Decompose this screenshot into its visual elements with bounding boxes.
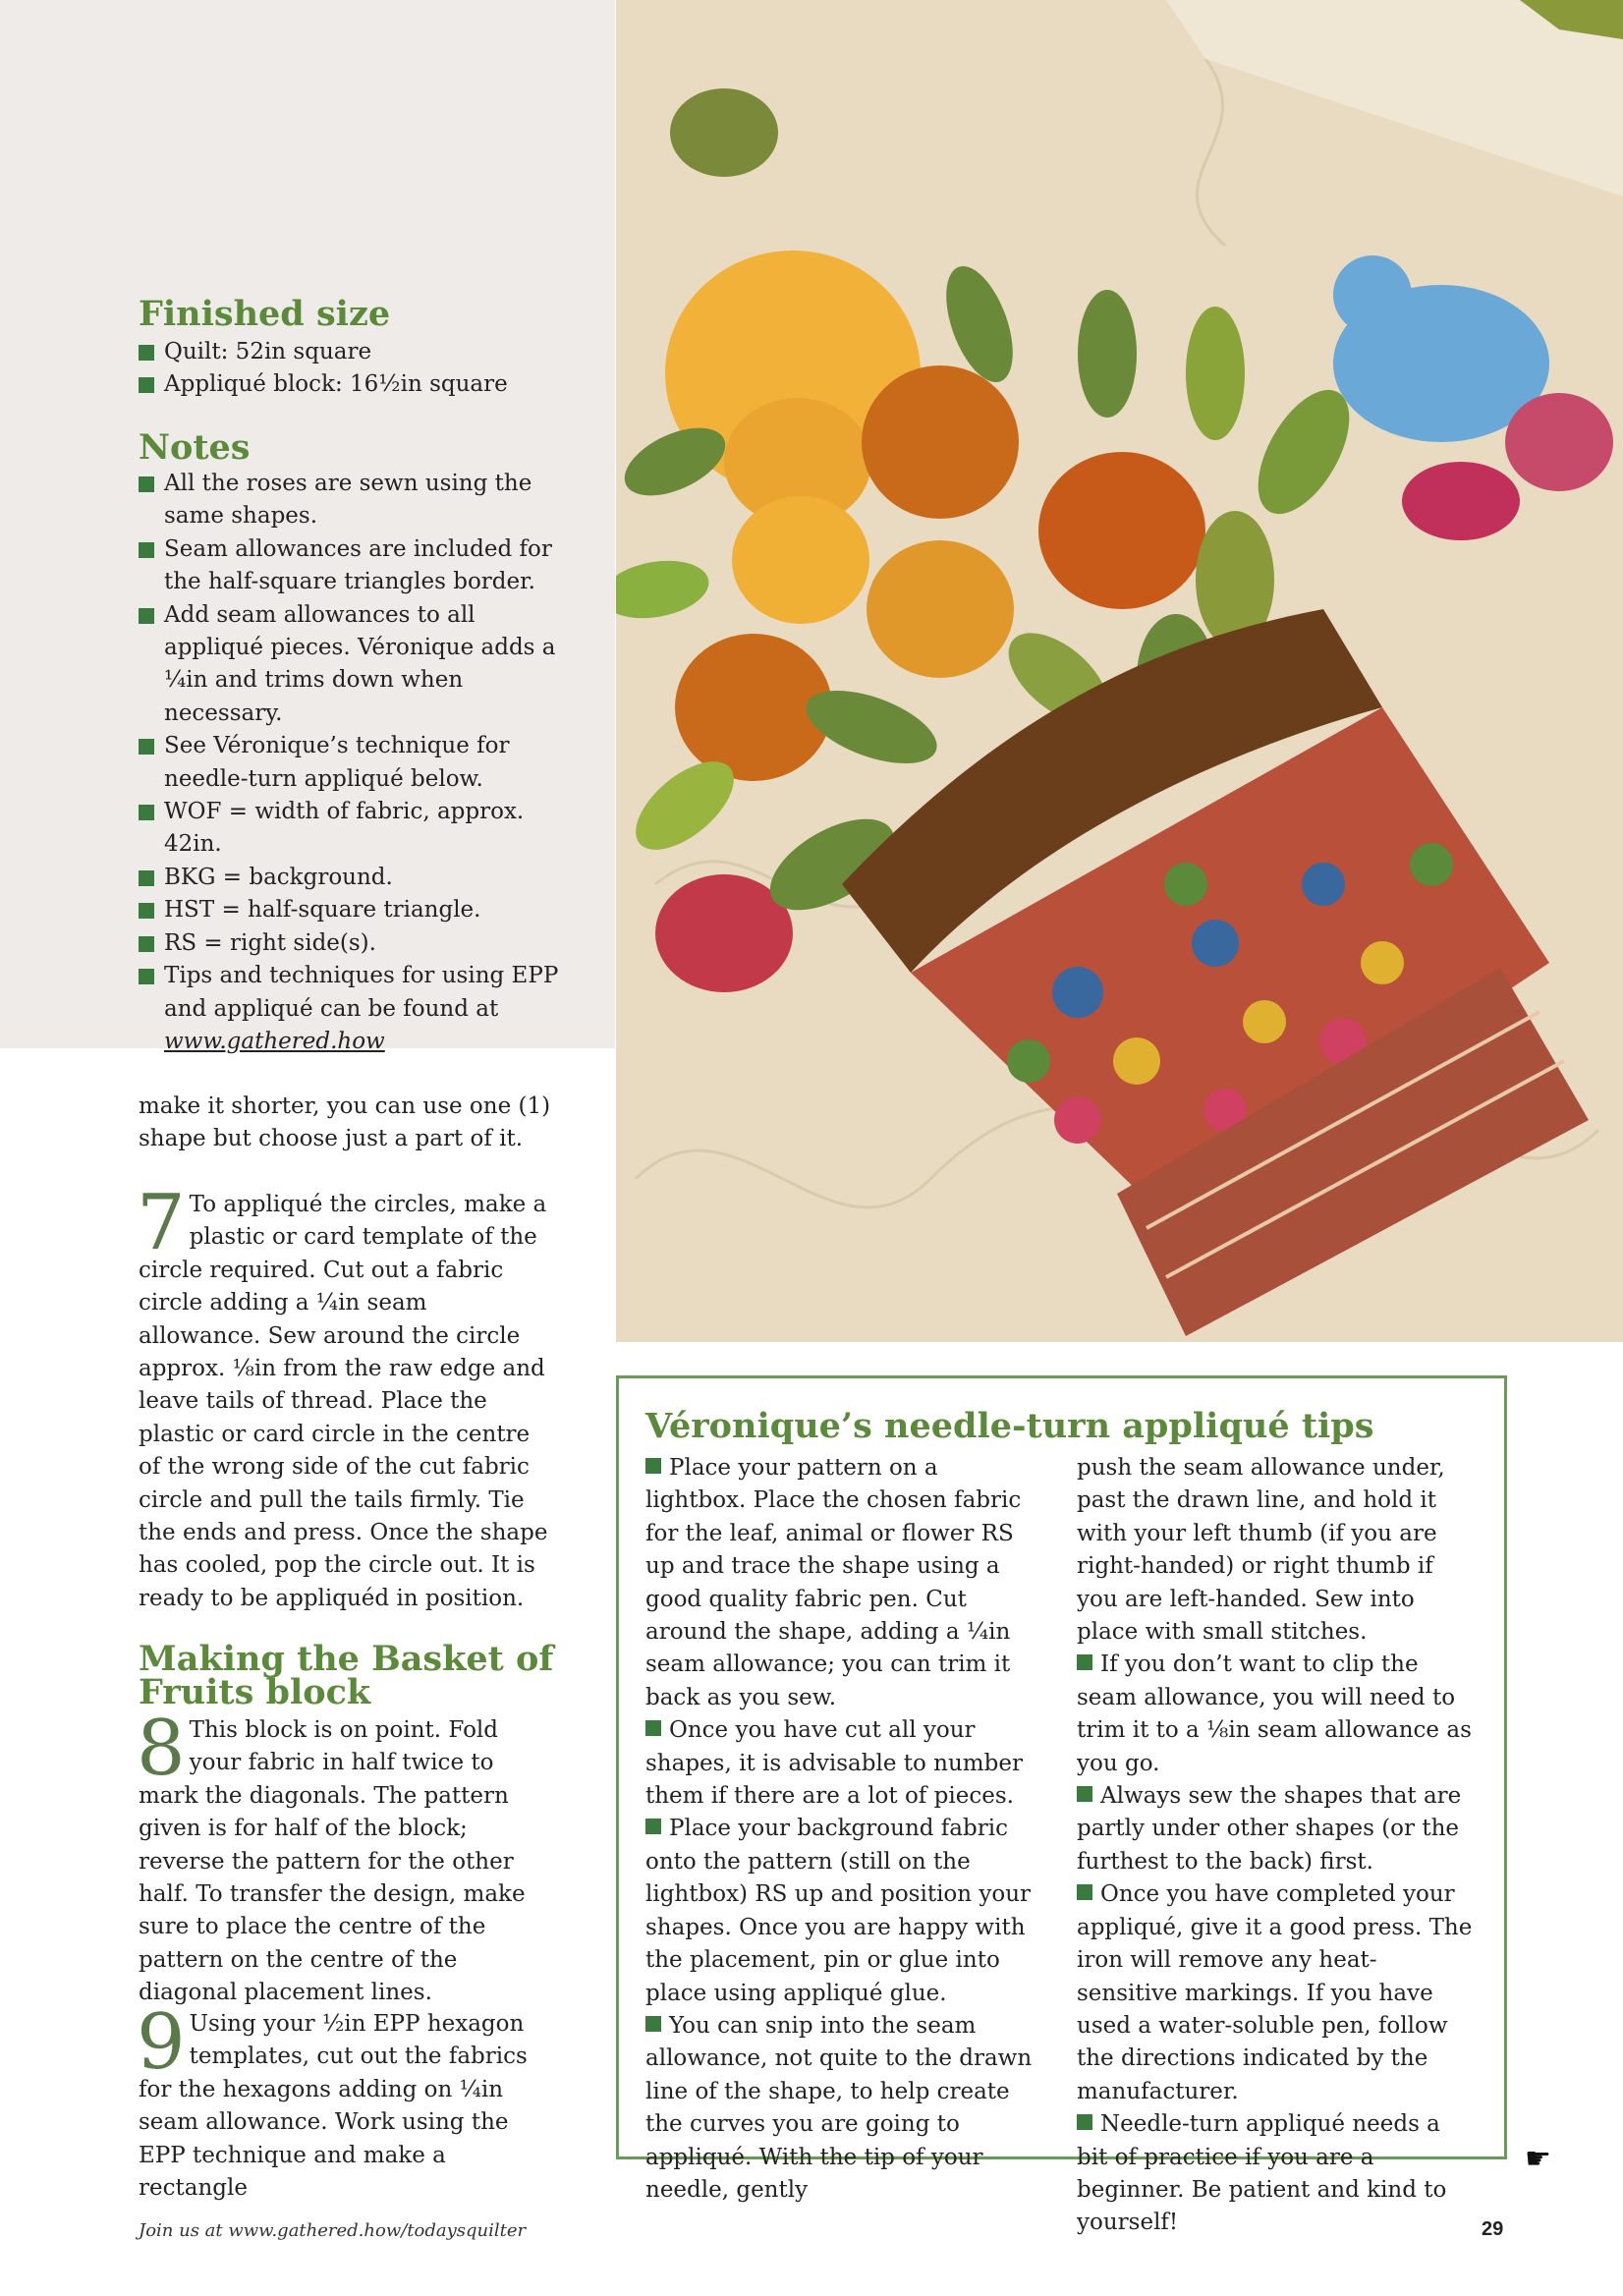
tip-item: Place your pattern on a lightbox. Place the chosen fabric for the leaf, animal or flower RS up and trace the shape using a good quality fabric pen. Cut around the shape, adding a ¼in seam allowance; you can trim it back as you sew.: [645, 1455, 1022, 1710]
bullet-square-icon: [1077, 1884, 1092, 1900]
list-item: Quilt: 52in square: [139, 336, 571, 368]
bullet-square-icon: [139, 936, 154, 952]
list-item: Tips and techniques for using EPP and appliqué can be found at www.gathered.how: [139, 960, 571, 1058]
finished-size-heading: Finished size: [139, 294, 391, 334]
bullet-square-icon: [139, 542, 154, 558]
bullet-square-icon: [139, 739, 154, 755]
list-item: Seam allowances are included for the half-square triangles border.: [139, 533, 571, 599]
tip-item: Once you have cut all your shapes, it is advisable to number them if there are a lot of pieces.: [645, 1717, 1023, 1810]
tip-item: Always sew the shapes that are partly under other shapes (or the furthest to the back) first.: [1077, 1783, 1462, 1875]
bullet-square-icon: [139, 608, 154, 624]
step-number: 8: [137, 1705, 186, 1793]
bullet-square-icon: [139, 969, 154, 984]
bullet-square-icon: [645, 1720, 661, 1736]
tip-item: If you don’t want to clip the seam allowance, you will need to trim it to a ⅛in seam allowance as you go.: [1077, 1652, 1472, 1776]
bullet-square-icon: [139, 345, 154, 361]
finished-size-list: [139, 336, 571, 402]
notes-list: [139, 468, 571, 1058]
list-item: See Véronique’s technique for needle-turn appliqué below.: [139, 730, 571, 796]
list-item: WOF = width of fabric, approx. 42in.: [139, 796, 571, 862]
bullet-square-icon: [645, 2016, 661, 2032]
list-item: RS = right side(s).: [139, 927, 571, 960]
gathered-link[interactable]: www.gathered.how: [164, 1028, 385, 1054]
bullet-square-icon: [1077, 1786, 1092, 1802]
intro-paragraph: make it shorter, you can use one (1) shape but choose just a part of it.: [139, 1093, 551, 1152]
bullet-square-icon: [139, 377, 154, 393]
step-8: 8 This block is on point. Fold your fabric in half twice to mark the diagonals. The pattern given is for half of the block; reverse the pattern for the other half. To transfer the design, make sure to place the centre of the pattern on the centre of the diagonal placement lines.: [137, 1705, 526, 2006]
tip-item: Needle-turn appliqué needs a bit of practice if you are a beginner. Be patient and kind to yourself!: [1077, 2111, 1447, 2236]
bullet-square-icon: [139, 903, 154, 919]
list-item: HST = half-square triangle.: [139, 894, 571, 926]
tip-item: Place your background fabric onto the pattern (still on the lightbox) RS up and position your shapes. Once you are happy with the placement, pin or glue into place using appliqué glue.: [645, 1816, 1032, 2006]
tip-continuation: push the seam allowance under, past the drawn line, and hold it with your left thumb (if you are right-handed) or right thumb if you are left-handed. Sew into place with small stitches.: [1077, 1455, 1445, 1646]
bullet-square-icon: [1077, 2114, 1092, 2130]
tips-column-left: [645, 1452, 1043, 2207]
step-7: 7 To appliqué the circles, make a plastic or card template of the circle required. Cut out a fabric circle adding a ¼in seam allowance. Sew around the circle approx. ⅛in from the raw edge and leave tails of thread. Place the plastic or card circle in the centre of the wrong side of the cut fabric circle and pull the tails firmly. Tie the ends and press. Once the shape has cooled, pop the circle out. It is ready to be appliquéd in position.: [137, 1179, 548, 1611]
notes-heading: Notes: [139, 427, 251, 468]
tips-column-right: [1077, 1452, 1475, 2240]
tips-heading: Véronique’s needle-turn appliqué tips: [645, 1406, 1374, 1446]
step-number: 7: [137, 1179, 186, 1267]
tip-item: Once you have completed your appliqué, give it a good press. The iron will remove any heat-sensitive markings. If you have used a water-soluble pen, follow the directions indicated by the manufacturer.: [1077, 1881, 1473, 2104]
bullet-square-icon: [139, 870, 154, 886]
step-number: 9: [137, 1998, 186, 2087]
bullet-square-icon: [1077, 1654, 1092, 1670]
bullet-square-icon: [645, 1458, 661, 1474]
tip-item: You can snip into the seam allowance, not quite to the drawn line of the shape, to help create the curves you are going to appliqué. With the tip of your needle, gently: [645, 2012, 1033, 2203]
step-9: 9 Using your ½in EPP hexagon templates, cut out the fabrics for the hexagons adding on ¼in seam allowance. Work using the EPP technique and make a rectangle: [137, 1998, 528, 2202]
list-item: Add seam allowances to all appliqué pieces. Véronique adds a ¼in and trims down when necessary.: [139, 599, 571, 731]
list-item: BKG = background.: [139, 862, 571, 894]
page-number: 29: [1482, 2218, 1504, 2240]
basket-heading: Making the Basket of Fruits block: [139, 1639, 554, 1712]
bullet-square-icon: [645, 1819, 661, 1834]
bullet-square-icon: [139, 805, 154, 820]
list-item: Appliqué block: 16½in square: [139, 368, 571, 401]
bullet-square-icon: [139, 476, 154, 492]
list-item: All the roses are sewn using the same shapes.: [139, 468, 571, 533]
pointing-hand-icon: ☛: [1525, 2142, 1551, 2176]
quilt-photo: [616, 0, 1623, 1342]
footer-join-text: Join us at www.gathered.how/todaysquilter: [139, 2220, 527, 2241]
